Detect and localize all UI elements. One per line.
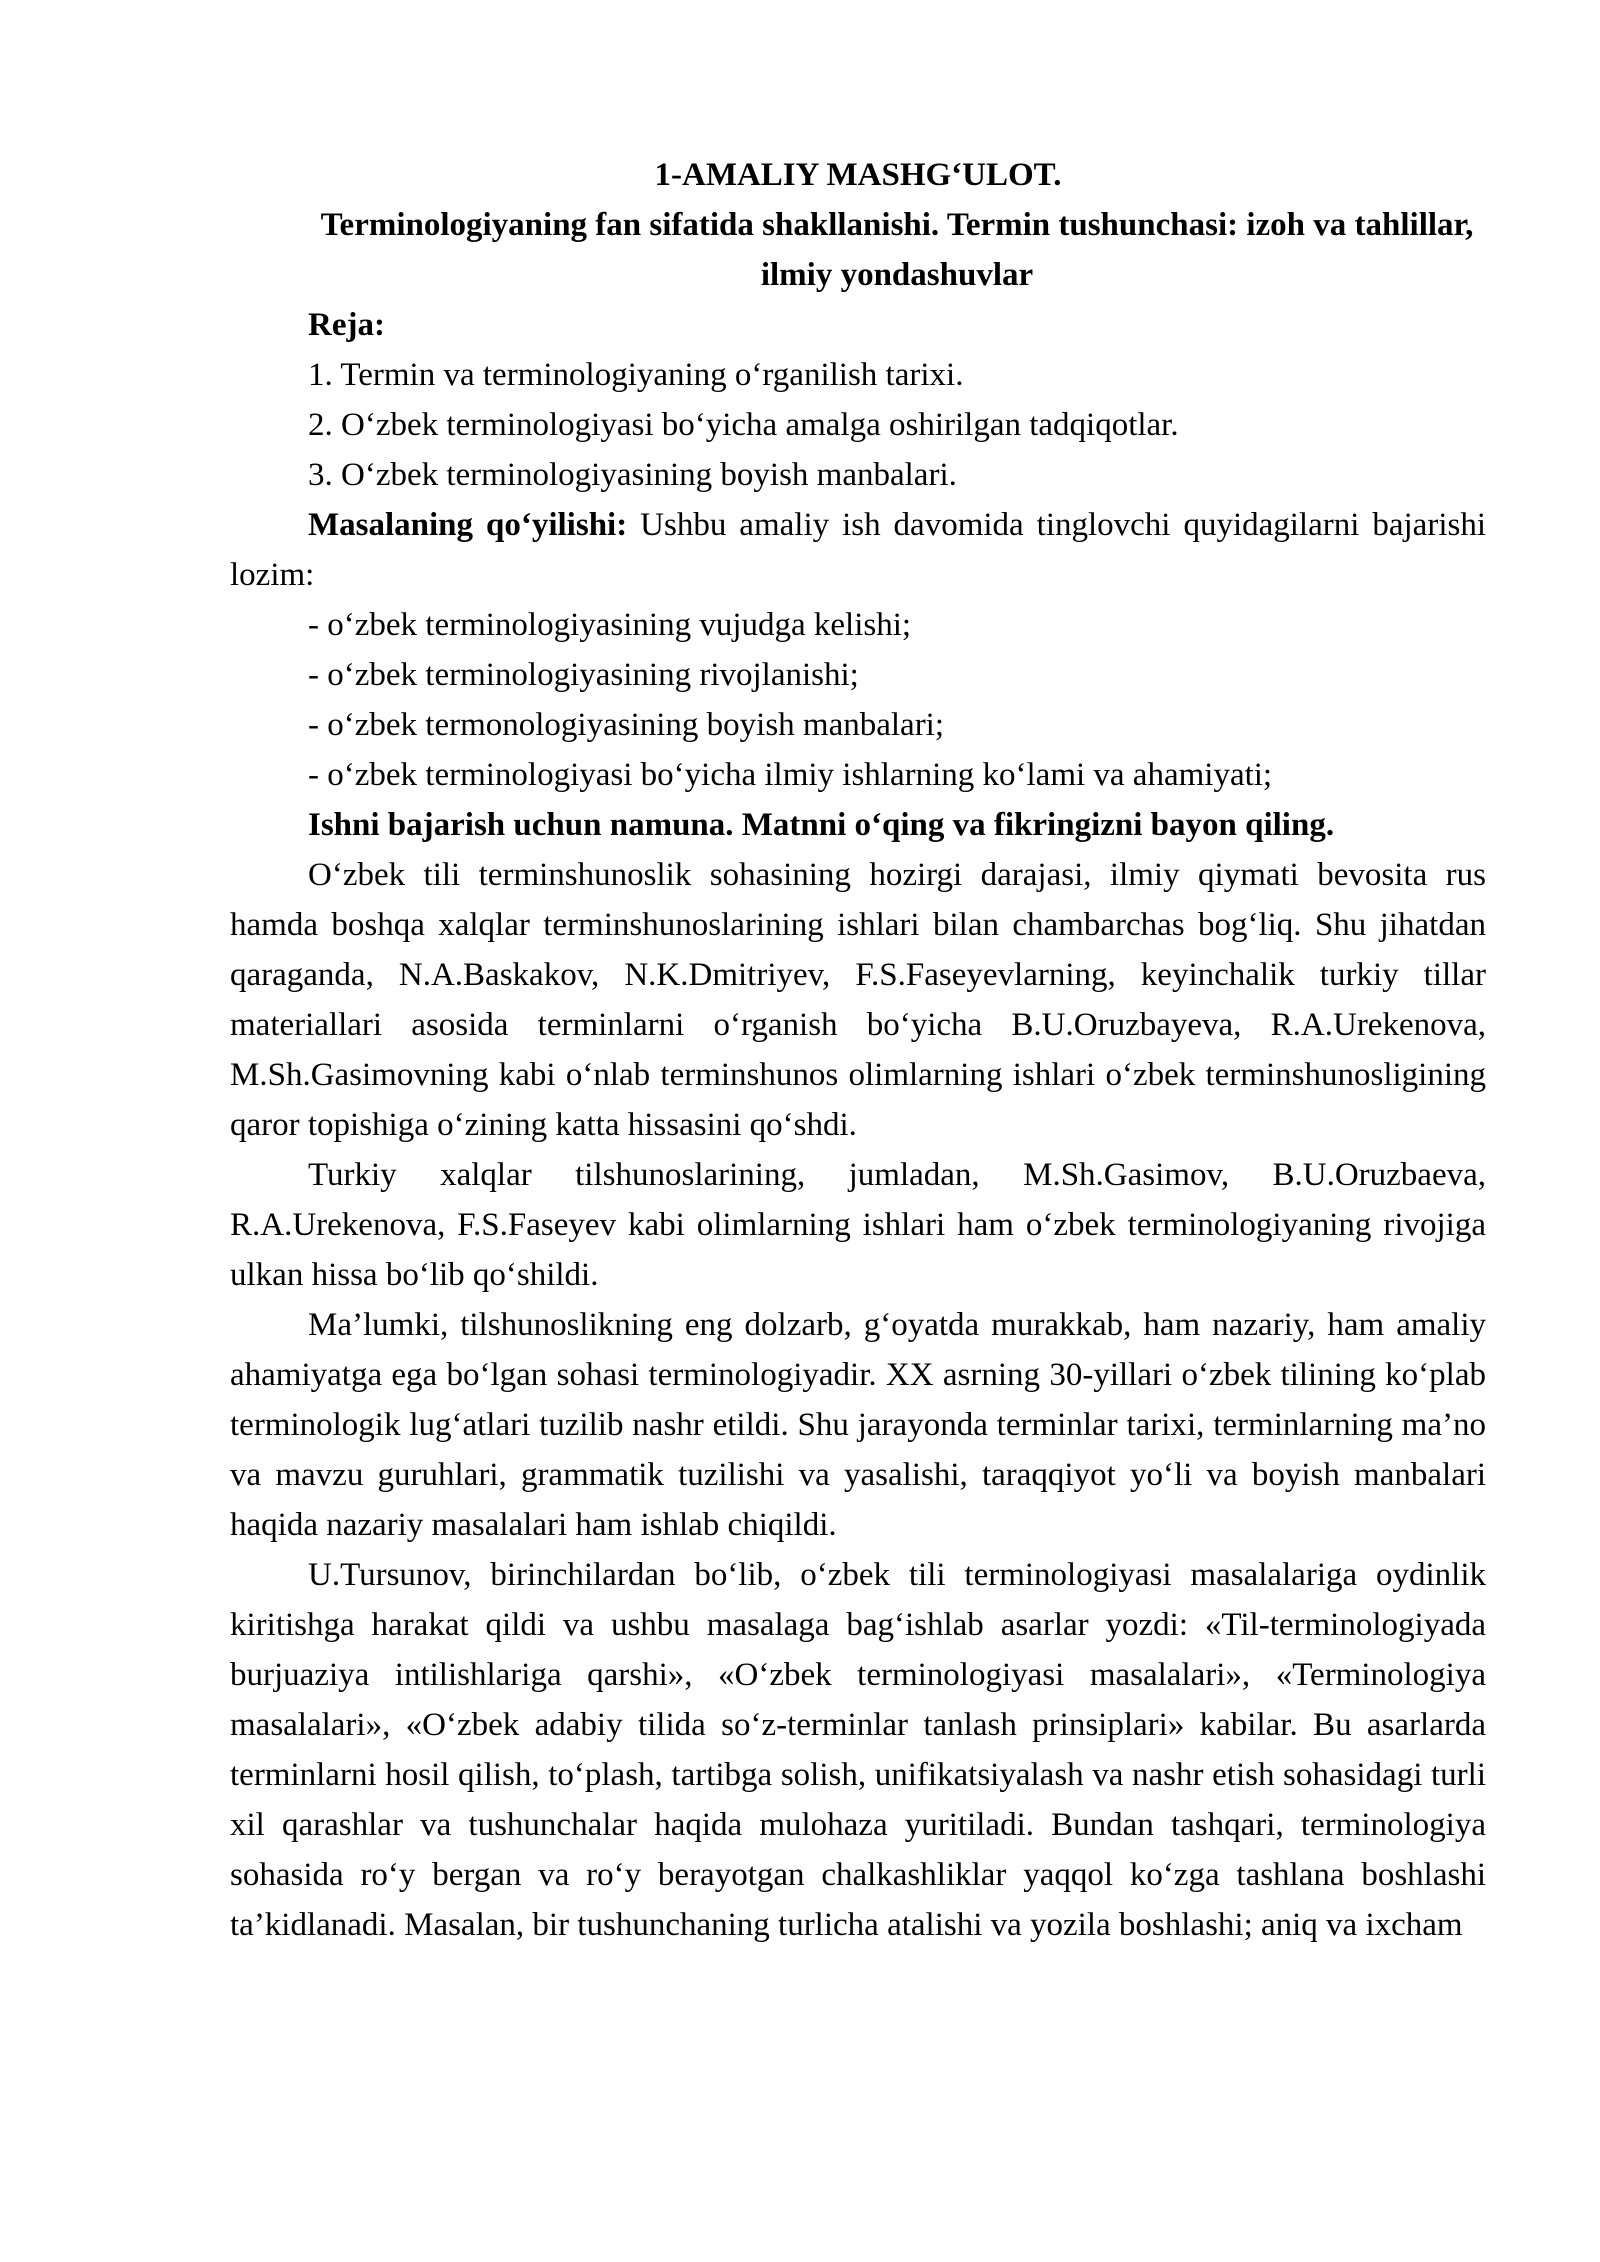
- task-item: - o‘zbek terminologiyasining rivojlanishi;: [308, 657, 859, 693]
- sample-heading: Ishni bajarish uchun namuna. Matnni o‘qing va fikringizni bayon qiling.: [308, 807, 1335, 843]
- task-item: - o‘zbek terminologiyasi bo‘yicha ilmiy ishlarning ko‘lami va ahamiyati;: [308, 757, 1273, 793]
- body-paragraph: Ma’lumki, tilshunoslikning eng dolzarb, g‘oyatda murakkab, ham nazariy, ham amaliy ahamiyatga ega bo‘lgan sohasi terminologiyadir. XX asrning 30-yillari o‘zbek tilining ko‘plab terminologik lug‘atlari tuzilib nashr etildi. Shu jarayonda terminlar tarixi, terminlarning ma’no va mavzu guruhlari, grammatik tuzilishi va yasalishi, taraqqiyot yo‘li va boyish manbalari haqida nazariy masalalari ham ishlab chiqildi.: [230, 1307, 1486, 1543]
- body-paragraph: Turkiy xalqlar tilshunoslarining, jumladan, M.Sh.Gasimov, B.U.Oruzbaeva, R.A.Urekenova, F.S.Faseyev kabi olimlarning ishlari ham o‘zbek terminologiyaning rivojiga ulkan hissa bo‘lib qo‘shildi.: [230, 1157, 1486, 1293]
- body-paragraph: O‘zbek tili terminshunoslik sohasining hozirgi darajasi, ilmiy qiymati bevosita rus hamda boshqa xalqlar terminshunoslarining ishlari bilan chambarchas bog‘liq. Shu jihatdan qaraganda, N.A.Baskakov, N.K.Dmitriyev, F.S.Faseyevlarning, keyinchalik turkiy tillar materiallari asosida terminlarni o‘rganish bo‘yicha B.U.Oruzbayeva, R.A.Urekenova, M.Sh.Gasimovning kabi o‘nlab terminshunos olimlarning ishlari o‘zbek terminshunosligining qaror topishiga o‘zining katta hissasini qo‘shdi.: [230, 857, 1486, 1143]
- task-label: Masalaning qo‘yilishi:: [308, 507, 628, 543]
- body-paragraph: U.Tursunov, birinchilardan bo‘lib, o‘zbek tili terminologiyasi masalalariga oydinlik kiritishga harakat qildi va ushbu masalaga bag‘ishlab asarlar yozdi: «Til-terminologiyada burjuaziya intilishlariga qarshi», «O‘zbek terminologiyasi masalalari», «Terminologiya masalalari», «O‘zbek adabiy tilida so‘z-terminlar tanlash prinsiplari» kabilar. Bu asarlarda terminlarni hosil qilish, to‘plash, tartibga solish, unifikatsiyalash va nashr etish sohasidagi turli xil qarashlar va tushunchalar haqida mulohaza yuritiladi. Bundan tashqari, terminologiya sohasida ro‘y bergan va ro‘y berayotgan chalkashliklar yaqqol ko‘zga tashlana boshlashi ta’kidlanadi. Masalan, bir tushunchaning turlicha atalishi va yozila boshlashi; aniq va ixcham: [230, 1557, 1486, 1943]
- document-page: [230, 150, 1486, 1950]
- task-statement: [230, 500, 1486, 600]
- plan-item: 1. Termin va terminologiyaning o‘rganilish tarixi.: [308, 357, 964, 393]
- task-item: - o‘zbek terminologiyasining vujudga kelishi;: [308, 607, 912, 643]
- task-item: - o‘zbek termonologiyasining boyish manbalari;: [308, 707, 945, 743]
- plan-item: 2. O‘zbek terminologiyasi bo‘yicha amalga oshirilgan tadqiqotlar.: [308, 407, 1179, 443]
- plan-item: 3. O‘zbek terminologiyasining boyish manbalari.: [308, 457, 957, 493]
- document-subtitle: Terminologiyaning fan sifatida shakllanishi. Termin tushunchasi: izoh va tahlillar, ilmiy yondashuvlar: [320, 207, 1474, 293]
- task-text: Ushbu amaliy ish davomida tinglovchi quyidagilarni bajarishi lozim:: [230, 507, 1486, 593]
- plan-heading: Reja:: [308, 307, 385, 343]
- document-title: 1-AMALIY MASHG‘ULOT.: [654, 157, 1062, 193]
